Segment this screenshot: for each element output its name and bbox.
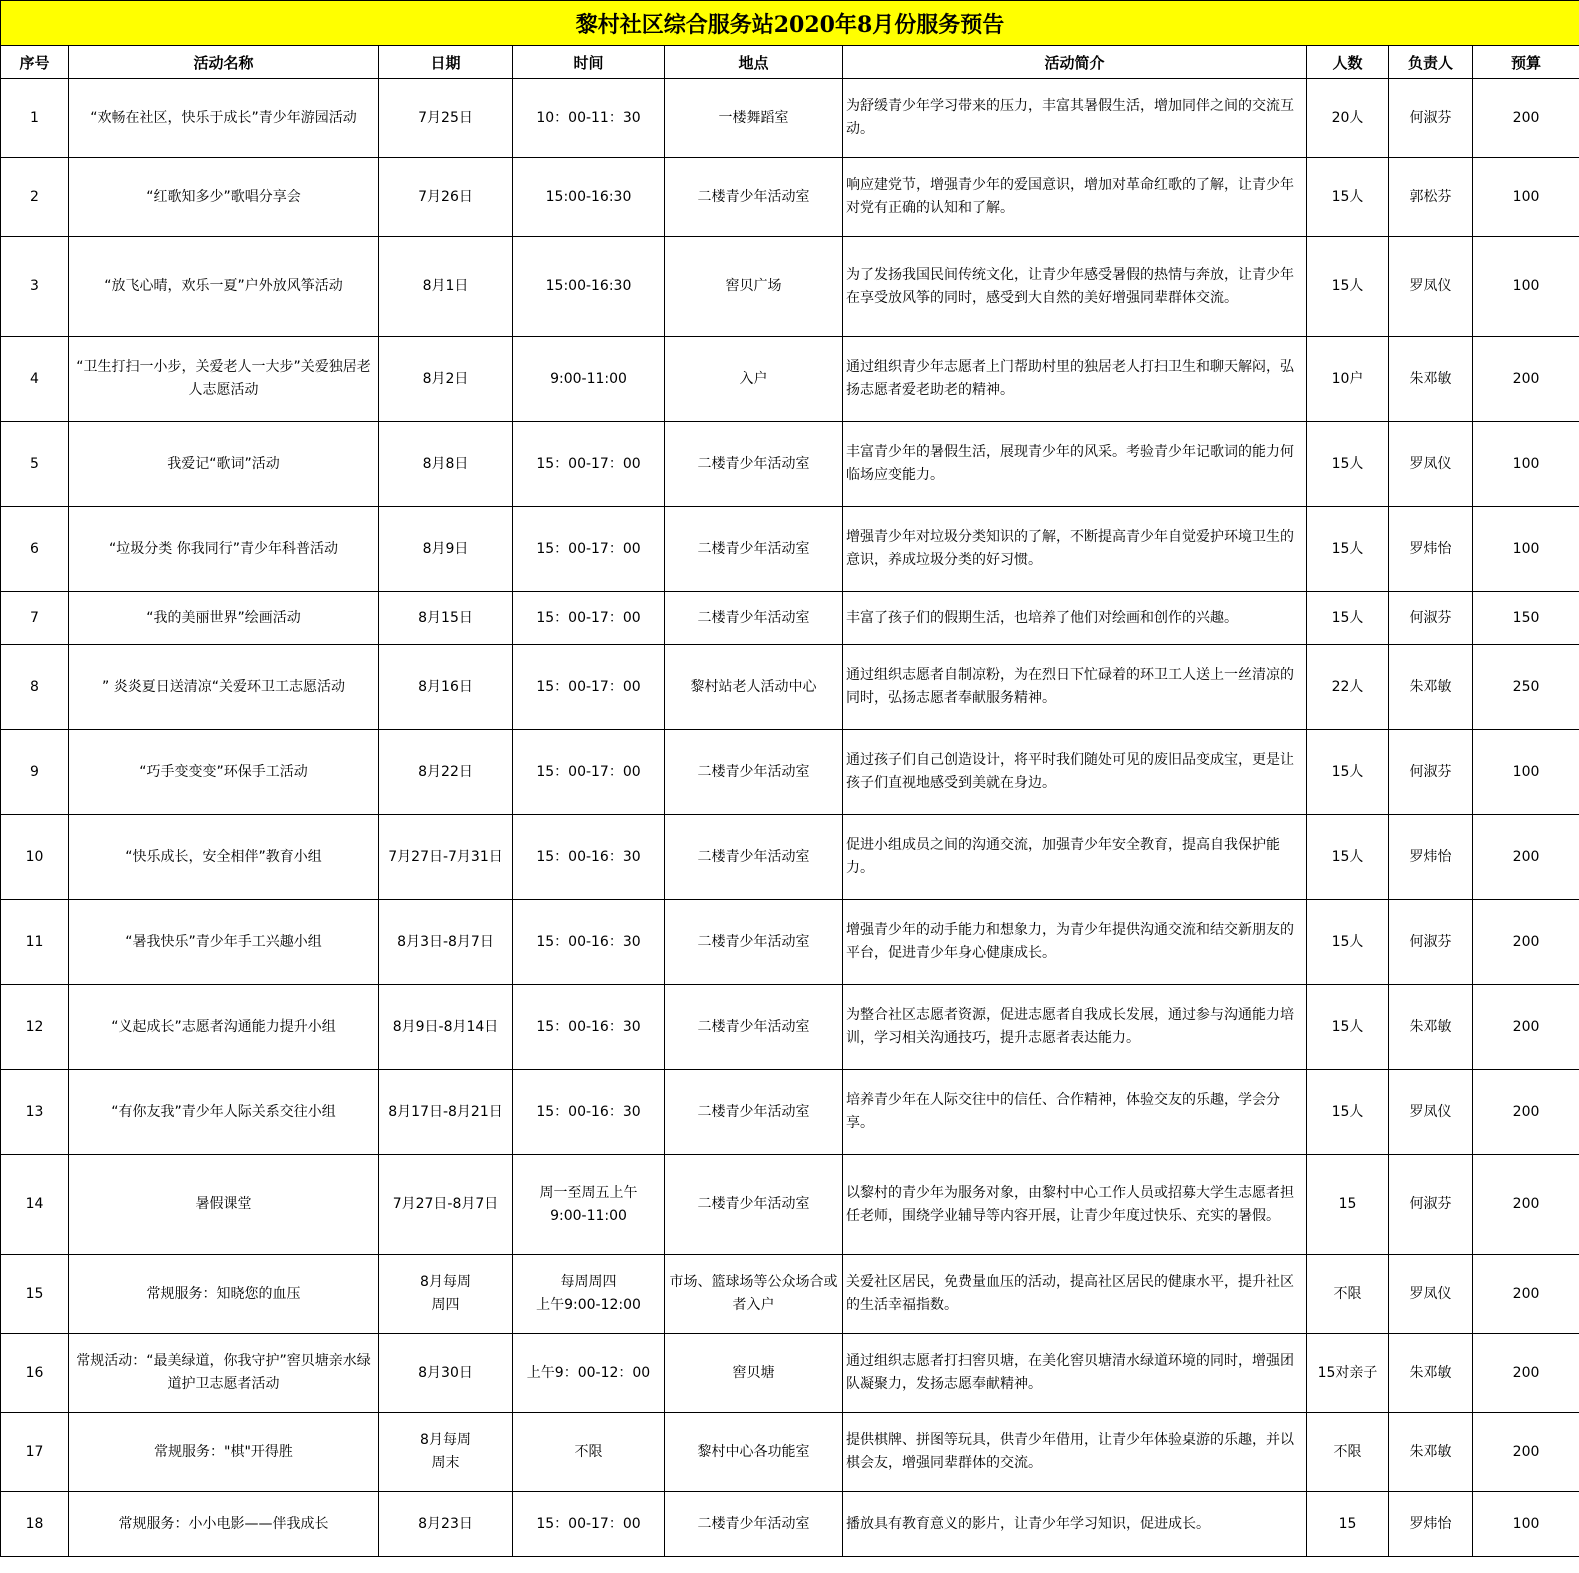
cell-people: 22人	[1307, 645, 1389, 730]
cell-budget: 200	[1473, 1255, 1579, 1334]
cell-desc: 促进小组成员之间的沟通交流，加强青少年安全教育，提高自我保护能力。	[843, 815, 1307, 900]
cell-no: 12	[1, 985, 69, 1070]
cell-desc: 增强青少年对垃圾分类知识的了解，不断提高青少年自觉爱护环境卫生的意识，养成垃圾分类的好习惯。	[843, 507, 1307, 592]
table-row	[1, 422, 1579, 507]
cell-time: 10：00-11：30	[513, 79, 665, 158]
cell-owner: 何淑芬	[1389, 592, 1473, 645]
cell-owner: 朱邓敏	[1389, 1334, 1473, 1413]
cell-people: 15人	[1307, 815, 1389, 900]
cell-place: 入户	[665, 337, 843, 422]
cell-place: 二楼青少年活动室	[665, 900, 843, 985]
cell-date: 8月3日-8月7日	[379, 900, 513, 985]
cell-place: 二楼青少年活动室	[665, 1070, 843, 1155]
header-time: 时间	[513, 46, 665, 79]
cell-people: 15	[1307, 1492, 1389, 1557]
cell-time: 不限	[513, 1413, 665, 1492]
cell-budget: 200	[1473, 1070, 1579, 1155]
cell-desc: 以黎村的青少年为服务对象，由黎村中心工作人员或招募大学生志愿者担任老师，围绕学业辅导等内容开展，让青少年度过快乐、充实的暑假。	[843, 1155, 1307, 1255]
cell-budget: 200	[1473, 815, 1579, 900]
header-row	[1, 46, 1579, 79]
cell-desc: 培养青少年在人际交往中的信任、合作精神，体验交友的乐趣，学会分享。	[843, 1070, 1307, 1155]
cell-place: 二楼青少年活动室	[665, 730, 843, 815]
cell-name: 暑假课堂	[69, 1155, 379, 1255]
header-no: 序号	[1, 46, 69, 79]
cell-desc: 通过组织志愿者打扫窖贝塘，在美化窖贝塘清水绿道环境的同时，增强团队凝聚力，发扬志愿奉献精神。	[843, 1334, 1307, 1413]
cell-time: 上午9：00-12：00	[513, 1334, 665, 1413]
cell-place: 二楼青少年活动室	[665, 815, 843, 900]
header-desc: 活动简介	[843, 46, 1307, 79]
cell-people: 15	[1307, 1155, 1389, 1255]
cell-date: 8月每周 周四	[379, 1255, 513, 1334]
cell-place: 黎村站老人活动中心	[665, 645, 843, 730]
cell-no: 6	[1, 507, 69, 592]
header-owner: 负责人	[1389, 46, 1473, 79]
cell-date: 8月23日	[379, 1492, 513, 1557]
cell-no: 18	[1, 1492, 69, 1557]
cell-place: 一楼舞蹈室	[665, 79, 843, 158]
cell-place: 二楼青少年活动室	[665, 592, 843, 645]
cell-owner: 罗炜怡	[1389, 815, 1473, 900]
table-row	[1, 815, 1579, 900]
cell-time: 15：00-17：00	[513, 592, 665, 645]
cell-budget: 200	[1473, 985, 1579, 1070]
cell-place: 二楼青少年活动室	[665, 507, 843, 592]
table-row	[1, 985, 1579, 1070]
table-row	[1, 900, 1579, 985]
cell-owner: 罗炜怡	[1389, 507, 1473, 592]
cell-no: 7	[1, 592, 69, 645]
cell-budget: 200	[1473, 900, 1579, 985]
cell-date: 8月8日	[379, 422, 513, 507]
cell-desc: 为整合社区志愿者资源，促进志愿者自我成长发展，通过参与沟通能力培训，学习相关沟通技巧，提升志愿者表达能力。	[843, 985, 1307, 1070]
cell-people: 不限	[1307, 1413, 1389, 1492]
cell-owner: 朱邓敏	[1389, 337, 1473, 422]
cell-name: “有你友我”青少年人际关系交往小组	[69, 1070, 379, 1155]
cell-date: 8月22日	[379, 730, 513, 815]
cell-name: “放飞心晴，欢乐一夏”户外放风筝活动	[69, 237, 379, 337]
cell-place: 窖贝广场	[665, 237, 843, 337]
cell-name: “卫生打扫一小步，关爱老人一大步”关爱独居老人志愿活动	[69, 337, 379, 422]
cell-date: 8月15日	[379, 592, 513, 645]
cell-place: 二楼青少年活动室	[665, 158, 843, 237]
cell-people: 15对亲子	[1307, 1334, 1389, 1413]
cell-no: 9	[1, 730, 69, 815]
cell-no: 11	[1, 900, 69, 985]
header-place: 地点	[665, 46, 843, 79]
header-date: 日期	[379, 46, 513, 79]
cell-no: 1	[1, 79, 69, 158]
table-row	[1, 592, 1579, 645]
cell-name: “垃圾分类 你我同行”青少年科普活动	[69, 507, 379, 592]
cell-place: 二楼青少年活动室	[665, 1155, 843, 1255]
cell-name: 常规服务：小小电影——伴我成长	[69, 1492, 379, 1557]
cell-owner: 何淑芬	[1389, 730, 1473, 815]
cell-owner: 罗炜怡	[1389, 1492, 1473, 1557]
cell-date: 8月9日	[379, 507, 513, 592]
cell-name: “巧手变变变”环保手工活动	[69, 730, 379, 815]
cell-time: 15：00-17：00	[513, 730, 665, 815]
cell-people: 15人	[1307, 237, 1389, 337]
cell-no: 17	[1, 1413, 69, 1492]
cell-time: 15：00-17：00	[513, 422, 665, 507]
table-row	[1, 1492, 1579, 1557]
cell-desc: 丰富了孩子们的假期生活，也培养了他们对绘画和创作的兴趣。	[843, 592, 1307, 645]
cell-name: 常规服务：知晓您的血压	[69, 1255, 379, 1334]
cell-date: 7月27日-8月7日	[379, 1155, 513, 1255]
cell-desc: 播放具有教育意义的影片，让青少年学习知识，促进成长。	[843, 1492, 1307, 1557]
cell-date: 8月2日	[379, 337, 513, 422]
cell-time: 15：00-16：30	[513, 900, 665, 985]
title-row	[1, 1, 1579, 46]
cell-desc: 增强青少年的动手能力和想象力，为青少年提供沟通交流和结交新朋友的平台，促进青少年身心健康成长。	[843, 900, 1307, 985]
cell-name: 常规服务："棋"开得胜	[69, 1413, 379, 1492]
cell-no: 14	[1, 1155, 69, 1255]
cell-budget: 100	[1473, 158, 1579, 237]
cell-no: 8	[1, 645, 69, 730]
cell-date: 8月16日	[379, 645, 513, 730]
cell-no: 4	[1, 337, 69, 422]
cell-no: 13	[1, 1070, 69, 1155]
cell-people: 15人	[1307, 158, 1389, 237]
cell-desc: 响应建党节，增强青少年的爱国意识，增加对革命红歌的了解，让青少年对党有正确的认知和了解。	[843, 158, 1307, 237]
cell-budget: 100	[1473, 237, 1579, 337]
cell-time: 15：00-17：00	[513, 507, 665, 592]
header-people: 人数	[1307, 46, 1389, 79]
cell-owner: 罗凤仪	[1389, 422, 1473, 507]
cell-date: 8月9日-8月14日	[379, 985, 513, 1070]
cell-people: 10户	[1307, 337, 1389, 422]
cell-owner: 何淑芬	[1389, 1155, 1473, 1255]
cell-name: 常规活动：“最美绿道，你我守护”窖贝塘亲水绿道护卫志愿者活动	[69, 1334, 379, 1413]
cell-place: 二楼青少年活动室	[665, 985, 843, 1070]
cell-people: 不限	[1307, 1255, 1389, 1334]
cell-time: 15：00-16：30	[513, 985, 665, 1070]
cell-no: 15	[1, 1255, 69, 1334]
table-row	[1, 337, 1579, 422]
cell-owner: 郭松芬	[1389, 158, 1473, 237]
table-row	[1, 1334, 1579, 1413]
cell-budget: 200	[1473, 1334, 1579, 1413]
cell-people: 15人	[1307, 422, 1389, 507]
cell-owner: 何淑芬	[1389, 900, 1473, 985]
cell-people: 15人	[1307, 730, 1389, 815]
cell-no: 16	[1, 1334, 69, 1413]
cell-owner: 朱邓敏	[1389, 645, 1473, 730]
cell-budget: 100	[1473, 730, 1579, 815]
table-row	[1, 645, 1579, 730]
cell-owner: 罗凤仪	[1389, 1255, 1473, 1334]
cell-date: 8月30日	[379, 1334, 513, 1413]
cell-owner: 朱邓敏	[1389, 985, 1473, 1070]
table-row	[1, 1155, 1579, 1255]
header-name: 活动名称	[69, 46, 379, 79]
cell-time: 15：00-16：30	[513, 1070, 665, 1155]
cell-date: 8月1日	[379, 237, 513, 337]
cell-name: “暑我快乐”青少年手工兴趣小组	[69, 900, 379, 985]
cell-budget: 200	[1473, 1155, 1579, 1255]
cell-name: ” 炎炎夏日送清凉“关爱环卫工志愿活动	[69, 645, 379, 730]
header-budget: 预算	[1473, 46, 1579, 79]
cell-desc: 为了发扬我国民间传统文化，让青少年感受暑假的热情与奔放，让青少年在享受放风筝的同时，感受到大自然的美好增强同辈群体交流。	[843, 237, 1307, 337]
cell-date: 8月每周 周末	[379, 1413, 513, 1492]
cell-place: 窖贝塘	[665, 1334, 843, 1413]
cell-budget: 150	[1473, 592, 1579, 645]
cell-time: 15：00-16：30	[513, 815, 665, 900]
table-row	[1, 1255, 1579, 1334]
cell-date: 7月25日	[379, 79, 513, 158]
cell-desc: 关爱社区居民，免费量血压的活动，提高社区居民的健康水平，提升社区的生活幸福指数。	[843, 1255, 1307, 1334]
cell-name: “红歌知多少”歌唱分享会	[69, 158, 379, 237]
cell-budget: 200	[1473, 337, 1579, 422]
cell-name: “快乐成长，安全相伴”教育小组	[69, 815, 379, 900]
cell-name: “我的美丽世界”绘画活动	[69, 592, 379, 645]
sheet-title: 黎村社区综合服务站2020年8月份服务预告	[1, 1, 1579, 46]
cell-name: “义起成长”志愿者沟通能力提升小组	[69, 985, 379, 1070]
cell-no: 2	[1, 158, 69, 237]
cell-people: 15人	[1307, 1070, 1389, 1155]
cell-no: 5	[1, 422, 69, 507]
cell-budget: 100	[1473, 1492, 1579, 1557]
cell-desc: 为舒缓青少年学习带来的压力，丰富其暑假生活，增加同伴之间的交流互动。	[843, 79, 1307, 158]
cell-time: 15：00-17：00	[513, 1492, 665, 1557]
cell-place: 二楼青少年活动室	[665, 1492, 843, 1557]
cell-budget: 200	[1473, 1413, 1579, 1492]
cell-budget: 100	[1473, 507, 1579, 592]
cell-budget: 200	[1473, 79, 1579, 158]
cell-time: 15:00-16:30	[513, 237, 665, 337]
cell-people: 15人	[1307, 507, 1389, 592]
cell-owner: 何淑芬	[1389, 79, 1473, 158]
cell-people: 15人	[1307, 592, 1389, 645]
cell-time: 15：00-17：00	[513, 645, 665, 730]
cell-date: 7月26日	[379, 158, 513, 237]
cell-desc: 通过孩子们自己创造设计，将平时我们随处可见的废旧品变成宝，更是让孩子们直视地感受到美就在身边。	[843, 730, 1307, 815]
cell-date: 8月17日-8月21日	[379, 1070, 513, 1155]
cell-time: 每周周四 上午9:00-12:00	[513, 1255, 665, 1334]
cell-desc: 提供棋牌、拼图等玩具，供青少年借用，让青少年体验桌游的乐趣，并以棋会友，增强同辈群体的交流。	[843, 1413, 1307, 1492]
cell-owner: 罗凤仪	[1389, 1070, 1473, 1155]
cell-place: 黎村中心各功能室	[665, 1413, 843, 1492]
cell-place: 市场、篮球场等公众场合或者入户	[665, 1255, 843, 1334]
cell-budget: 250	[1473, 645, 1579, 730]
table-row	[1, 1413, 1579, 1492]
cell-owner: 朱邓敏	[1389, 1413, 1473, 1492]
cell-name: 我爱记“歌词”活动	[69, 422, 379, 507]
table-row	[1, 507, 1579, 592]
cell-owner: 罗凤仪	[1389, 237, 1473, 337]
cell-desc: 通过组织青少年志愿者上门帮助村里的独居老人打扫卫生和聊天解闷，弘扬志愿者爱老助老的精神。	[843, 337, 1307, 422]
cell-no: 3	[1, 237, 69, 337]
cell-time: 9:00-11:00	[513, 337, 665, 422]
cell-desc: 丰富青少年的暑假生活，展现青少年的风采。考验青少年记歌词的能力何临场应变能力。	[843, 422, 1307, 507]
cell-people: 15人	[1307, 985, 1389, 1070]
cell-time: 周一至周五上午 9:00-11:00	[513, 1155, 665, 1255]
table-row	[1, 1070, 1579, 1155]
cell-no: 10	[1, 815, 69, 900]
table-row	[1, 79, 1579, 158]
table-row	[1, 730, 1579, 815]
cell-name: “欢畅在社区，快乐于成长”青少年游园活动	[69, 79, 379, 158]
cell-place: 二楼青少年活动室	[665, 422, 843, 507]
cell-budget: 100	[1473, 422, 1579, 507]
table-row	[1, 158, 1579, 237]
cell-people: 20人	[1307, 79, 1389, 158]
table-row	[1, 237, 1579, 337]
cell-desc: 通过组织志愿者自制凉粉，为在烈日下忙碌着的环卫工人送上一丝清凉的同时，弘扬志愿者奉献服务精神。	[843, 645, 1307, 730]
cell-time: 15:00-16:30	[513, 158, 665, 237]
cell-people: 15人	[1307, 900, 1389, 985]
cell-date: 7月27日-7月31日	[379, 815, 513, 900]
